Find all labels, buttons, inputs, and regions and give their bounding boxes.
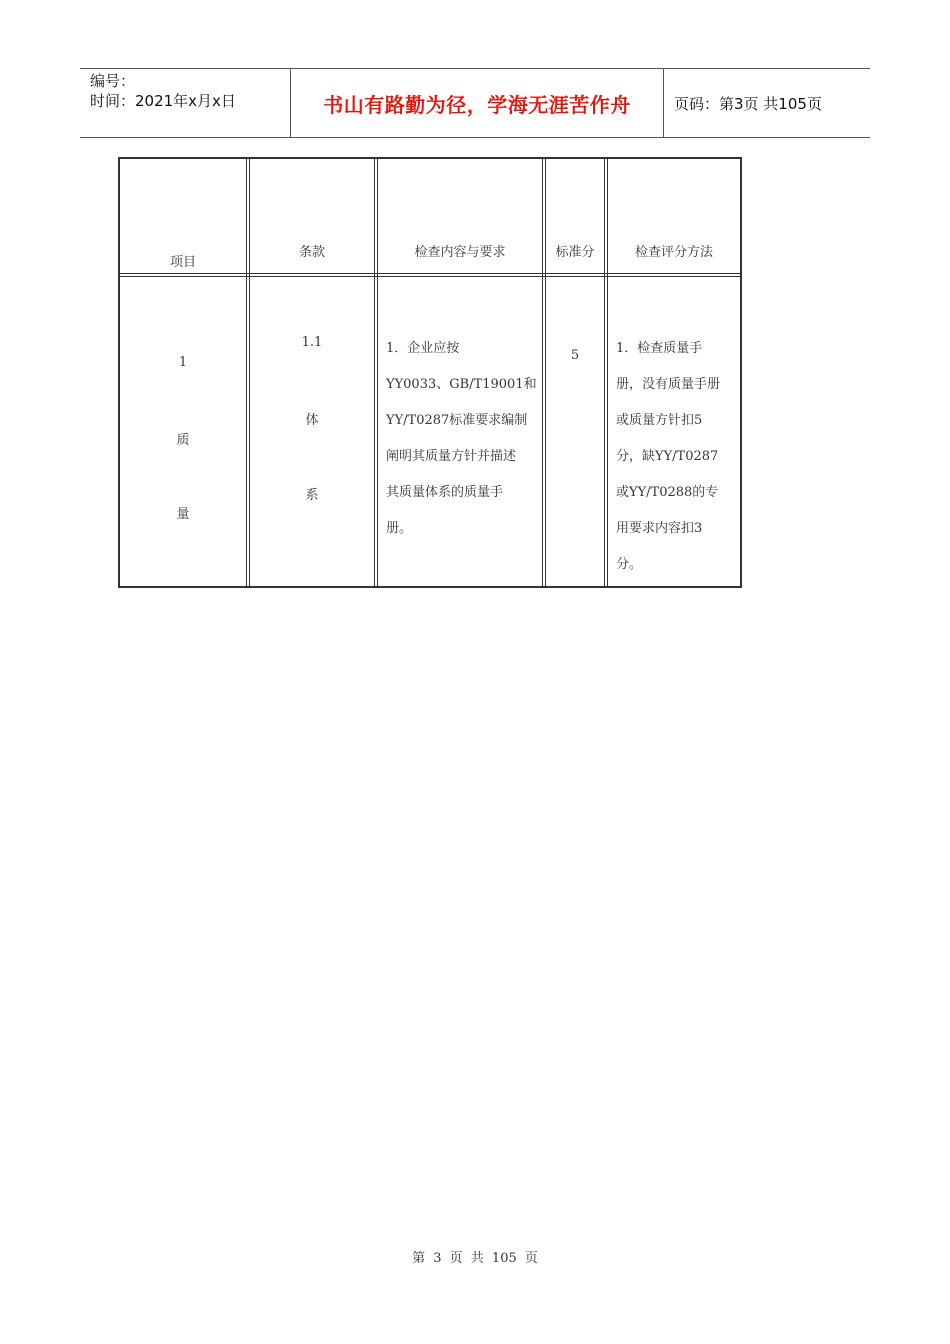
standard-score: 5	[570, 348, 580, 363]
content-line: 其质量体系的质量手	[386, 485, 504, 500]
column-header-content: 检查内容与要求	[414, 245, 506, 260]
column-header-method: 检查评分方法	[634, 245, 713, 260]
method-line: 或YY/T0288的专	[616, 485, 719, 500]
method-line: 1．检查质量手	[616, 341, 703, 356]
time-label: 时间：2021年x月x日	[90, 92, 236, 110]
page-footer: 第 3 页 共 105 页	[412, 1251, 538, 1266]
scoring-method	[616, 331, 742, 583]
column-divider	[604, 159, 608, 586]
item-char: 量	[176, 507, 190, 522]
method-line: 分。	[616, 557, 643, 572]
inspection-table	[118, 157, 742, 588]
page-header	[80, 68, 870, 138]
header-meta	[80, 69, 290, 137]
method-line: 分，缺YY/T0287	[616, 449, 719, 464]
column-divider	[246, 159, 250, 586]
content-line: YY/T0287标准要求编制	[386, 413, 528, 428]
header-row-divider	[120, 273, 740, 277]
content-line: 阐明其质量方针并描述	[386, 449, 517, 464]
content-line: 1．企业应按	[386, 341, 460, 356]
column-header-item: 项目	[169, 255, 196, 270]
clause-number: 1.1	[301, 335, 323, 350]
column-header-score: 标准分	[555, 245, 595, 260]
column-divider	[542, 159, 546, 586]
clause-char: 系	[305, 488, 319, 503]
content-line: YY0033、GB/T19001和	[386, 377, 537, 392]
column-header-clause: 条款	[298, 245, 325, 260]
header-page-info: 页码：第3页 共105页	[674, 94, 822, 113]
header-motto: 书山有路勤为径，学海无涯苦作舟	[290, 69, 664, 137]
clause-char: 体	[305, 413, 319, 428]
column-divider	[374, 159, 378, 586]
item-number: 1	[178, 355, 188, 370]
method-line: 或质量方针扣5	[616, 413, 703, 428]
content-requirements	[386, 331, 542, 547]
number-label: 编号：	[90, 72, 136, 90]
content-line: 册。	[386, 521, 413, 536]
item-char: 质	[176, 433, 190, 448]
method-line: 册，没有质量手册	[616, 377, 721, 392]
method-line: 用要求内容扣3	[616, 521, 703, 536]
